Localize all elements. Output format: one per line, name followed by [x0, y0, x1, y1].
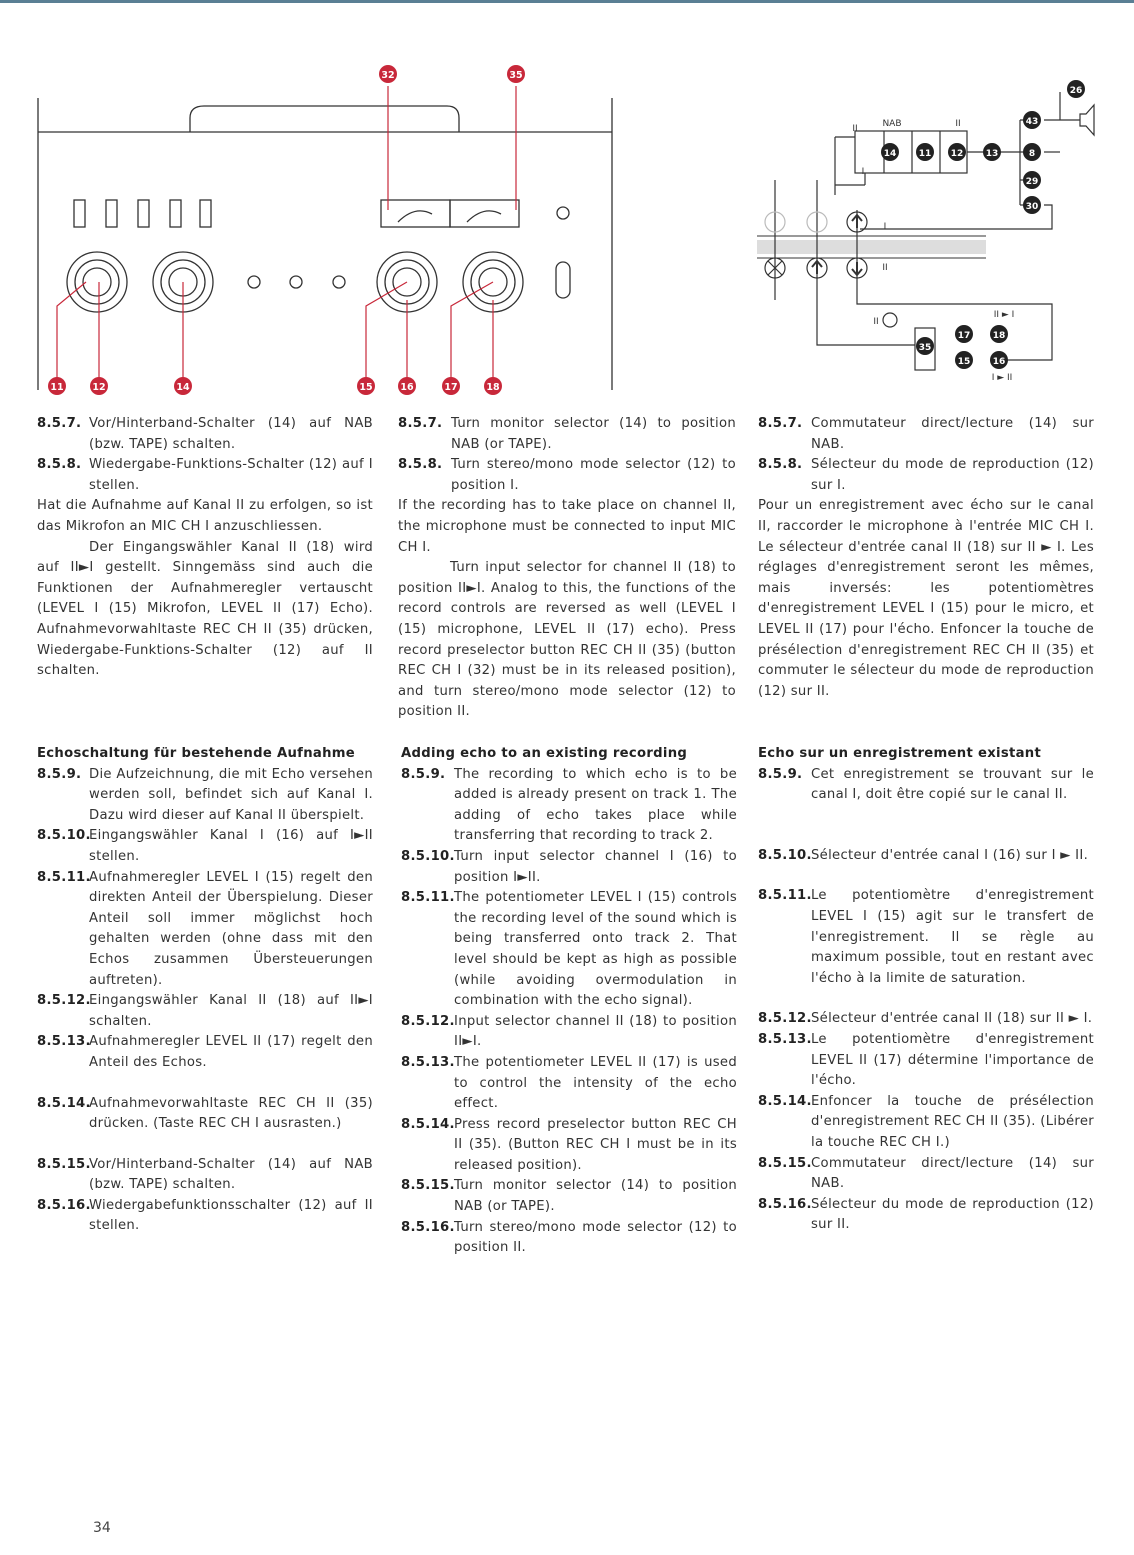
item-number: 8.5.11.	[37, 869, 91, 885]
svg-text:11: 11	[50, 382, 64, 393]
power-switch	[556, 262, 570, 298]
svg-text:35: 35	[918, 343, 932, 353]
de-item	[37, 868, 373, 992]
item-number: 8.5.11.	[401, 890, 455, 906]
item-number: 8.5.8.	[398, 457, 443, 473]
svg-text:12: 12	[950, 149, 964, 159]
svg-text:29: 29	[1025, 177, 1039, 187]
svg-text:43: 43	[1025, 117, 1039, 127]
en-item	[401, 888, 737, 1012]
svg-text:II: II	[882, 263, 888, 273]
de-item	[37, 1155, 373, 1196]
item-number: 8.5.16.	[37, 1197, 91, 1213]
de-paragraph-1: Hat die Aufnahme auf Kanal II zu erfolgen, so ist das Mikrofon an MIC CH I anzuschliessen.	[37, 498, 373, 534]
en-item	[401, 1218, 737, 1259]
svg-text:17: 17	[444, 382, 458, 393]
de-item-8-5-7	[37, 414, 373, 455]
item-number: 8.5.12.	[758, 1011, 812, 1027]
fr-item	[758, 765, 1094, 806]
svg-text:16: 16	[992, 357, 1006, 367]
item-text: Aufnahmevorwahltaste REC CH II (35) drücken. (Taste REC CH I ausrasten.)	[89, 1095, 373, 1132]
item-number: 8.5.13.	[401, 1054, 455, 1070]
svg-text:35: 35	[509, 70, 523, 81]
de-item	[37, 1032, 373, 1073]
key-4	[170, 200, 181, 227]
page-number: 34	[93, 1520, 111, 1536]
schematic-callouts	[881, 80, 1085, 369]
item-text: Cet enregistrement se trouvant sur le canal I, doit être copié sur le canal II.	[811, 766, 1094, 803]
key-2	[106, 200, 117, 227]
item-text: Press record preselector button REC CH II (35). (Button REC CH I must be in its released position).	[454, 1116, 737, 1173]
device-front-panel	[38, 98, 612, 390]
svg-text:I ► II: I ► II	[991, 373, 1013, 383]
fr-item	[758, 1030, 1094, 1092]
item-text: Sélecteur d'entrée canal II (18) sur II ► I.	[811, 1011, 1093, 1027]
fr-item	[758, 1092, 1094, 1154]
item-text: Aufnahmeregler LEVEL I (15) regelt den direkten Anteil der Überspielung. Dieser Anteil soll immer möglichst hoch gehalten werden (ohne dass mit den Echos zusammen Übersteuerungen auftreten).	[89, 869, 373, 988]
item-number: 8.5.14.	[758, 1093, 812, 1109]
item-text: Enfoncer la touche de présélection d'enregistrement REC CH II (35). (Libérer la touche REC CH I.)	[811, 1093, 1094, 1150]
de-item-8-5-8	[37, 455, 373, 496]
item-text: Sélecteur du mode de reproduction (12) sur I.	[811, 457, 1094, 493]
item-number: 8.5.9.	[37, 766, 82, 782]
item-number: 8.5.16.	[401, 1219, 455, 1235]
item-number: 8.5.11.	[758, 888, 812, 904]
column-german-top	[37, 414, 373, 682]
column-english-top	[398, 414, 736, 723]
de-item	[37, 765, 373, 827]
item-text: The potentiometer LEVEL I (15) controls the recording level of the sound which is being transferred onto track 2. That level should be kept as high as possible (while avoiding overmodulation in combination with the echo signal).	[454, 890, 737, 1009]
key-3	[138, 200, 149, 227]
de-paragraph-2: Der Eingangswähler Kanal II (18) wird auf II►I gestellt. Sinngemäss sind auch die Funktionen der Aufnahmeregler vertauscht (LEVEL I (15) Mikrofon, LEVEL II (17) Echo). Aufnahmevorwahltaste REC CH II (35) drücken, Wiedergabe-Funktions-Schalter (12) auf II schalten.	[37, 539, 373, 679]
en-paragraph-2: Turn input selector for channel II (18) to position II►I. Analog to this, the functions of the record controls are reversed as well (LEVEL I (15) microphone, LEVEL II (17) echo). Press record preselector button REC CH II (35) (button REC CH I (32) must be in its released position), and turn stereo/mono mode selector (12) to position II.	[398, 560, 736, 720]
section-heading: Echoschaltung für bestehende Aufnahme	[37, 746, 356, 761]
jack-3	[333, 276, 345, 288]
item-text: Eingangswähler Kanal I (16) auf I►II stellen.	[89, 828, 373, 864]
de-item	[37, 1094, 373, 1135]
svg-text:I: I	[861, 167, 865, 177]
svg-text:15: 15	[957, 357, 971, 367]
item-text: Commutateur direct/lecture (14) sur NAB.	[811, 416, 1094, 452]
vu-meter-left	[381, 200, 450, 227]
item-number: 8.5.8.	[37, 457, 82, 473]
item-text: Commutateur direct/lecture (14) sur NAB.	[811, 1155, 1094, 1192]
en-item	[401, 847, 737, 888]
item-number: 8.5.14.	[37, 1095, 91, 1111]
fr-item	[758, 1009, 1094, 1030]
svg-text:11: 11	[918, 149, 932, 159]
callout-leaders	[57, 86, 516, 378]
echo-schematic	[757, 92, 1094, 370]
svg-text:8: 8	[1028, 149, 1036, 159]
svg-text:II ► I: II ► I	[993, 310, 1015, 320]
de-item	[37, 991, 373, 1032]
jack-1	[248, 276, 260, 288]
svg-text:26: 26	[1069, 86, 1083, 96]
column-french-top	[758, 414, 1094, 702]
diagram	[0, 0, 1134, 410]
svg-text:32: 32	[381, 70, 395, 81]
item-text: Turn input selector channel I (16) to position I►II.	[454, 848, 737, 885]
item-number: 8.5.14.	[401, 1116, 455, 1132]
svg-text:I: I	[883, 222, 887, 232]
svg-text:14: 14	[176, 382, 190, 393]
section-heading: Echo sur un enregistrement existant	[758, 746, 1042, 761]
item-text: Wiedergabefunktionsschalter (12) auf II stellen.	[89, 1197, 373, 1234]
item-number: 8.5.7.	[758, 416, 803, 431]
item-number: 8.5.15.	[37, 1156, 91, 1172]
en-item-8-5-7	[398, 414, 736, 455]
item-text: Sélecteur du mode de reproduction (12) sur II.	[811, 1196, 1094, 1233]
fr-paragraph-1: Pour un enregistrement avec écho sur le canal II, raccorder le microphone à l'entrée MIC CH I. Le sélecteur d'entrée canal II (18) sur II ► I. Les réglages d'enregistrement seront les mêmes, mais inversés: les potentiomètres d'enregistrement LEVEL I (15) pour le micro, et LEVEL II (17) pour l'écho. Enfoncer la touche de présélection d'enregistrement REC CH II (35) et commuter le sélecteur du mode de reproduction (12) sur II.	[758, 498, 1094, 699]
item-text: Sélecteur d'entrée canal I (16) sur I ► II.	[811, 847, 1089, 863]
item-text: Le potentiomètre d'enregistrement LEVEL I (15) agit sur le transfert de l'enregistrement. Il se règle au maximum possible, tout en restant avec l'écho à la limite de saturation.	[811, 888, 1094, 986]
key-5	[200, 200, 211, 227]
item-text: Eingangswähler Kanal II (18) auf II►I schalten.	[89, 993, 373, 1029]
svg-text:18: 18	[486, 382, 500, 393]
item-number: 8.5.15.	[758, 1155, 812, 1171]
item-text: Turn monitor selector (14) to position NAB (or TAPE).	[451, 416, 736, 452]
en-item	[401, 765, 737, 847]
svg-text:15: 15	[359, 382, 373, 393]
svg-text:II: II	[873, 317, 879, 327]
section-german-echo	[37, 744, 373, 1237]
item-number: 8.5.12.	[37, 993, 91, 1009]
knob-11	[67, 252, 127, 312]
en-item	[401, 1115, 737, 1177]
de-item	[37, 1196, 373, 1237]
item-text: The potentiometer LEVEL II (17) is used to control the intensity of the echo effect.	[454, 1054, 737, 1112]
item-number: 8.5.7.	[398, 416, 443, 431]
fr-item-8-5-8	[758, 455, 1094, 496]
fr-item	[758, 846, 1094, 867]
item-number: 8.5.15.	[401, 1178, 455, 1194]
fr-item-8-5-7	[758, 414, 1094, 455]
item-number: 8.5.13.	[37, 1034, 91, 1050]
section-heading: Adding echo to an existing recording	[401, 746, 688, 761]
item-number: 8.5.10.	[758, 847, 812, 863]
item-text: The recording to which echo is to be added is already present on track 1. The adding of echo takes place while transferring that recording to track 2.	[454, 766, 737, 844]
item-text: Turn monitor selector (14) to position NAB (or TAPE).	[454, 1178, 737, 1215]
section-french-echo	[758, 744, 1094, 1236]
item-number: 8.5.10.	[37, 828, 91, 844]
en-item	[401, 1053, 737, 1115]
en-item	[401, 1176, 737, 1217]
en-item-8-5-8	[398, 455, 736, 496]
fr-item	[758, 886, 1094, 989]
svg-text:30: 30	[1025, 202, 1039, 212]
vu-meter-right	[450, 200, 519, 227]
item-number: 8.5.13.	[758, 1031, 812, 1047]
en-paragraph-1: If the recording has to take place on channel II, the microphone must be connected to input MIC CH I.	[398, 498, 736, 555]
key-1	[74, 200, 85, 227]
svg-text:16: 16	[400, 382, 414, 393]
item-number: 8.5.9.	[401, 766, 446, 782]
svg-text:14: 14	[883, 149, 897, 159]
fr-item	[758, 1154, 1094, 1195]
svg-text:17: 17	[957, 331, 971, 341]
en-item	[401, 1012, 737, 1053]
item-text: Die Aufzeichnung, die mit Echo versehen werden soll, befindet sich auf Kanal I. Dazu wird dieser auf Kanal II überspielt.	[89, 766, 373, 823]
item-text: Le potentiomètre d'enregistrement LEVEL II (17) détermine l'importance de l'écho.	[811, 1031, 1094, 1089]
item-text: Input selector channel II (18) to position II►I.	[454, 1013, 737, 1050]
item-text: Turn stereo/mono mode selector (12) to position II.	[454, 1219, 737, 1256]
item-number: 8.5.9.	[758, 766, 803, 782]
item-number: 8.5.12.	[401, 1013, 455, 1029]
item-number: 8.5.7.	[37, 416, 82, 431]
item-number: 8.5.16.	[758, 1196, 812, 1212]
item-text: Turn stereo/mono mode selector (12) to position I.	[451, 457, 736, 493]
svg-text:18: 18	[992, 331, 1006, 341]
svg-text:NAB: NAB	[882, 119, 902, 129]
fr-item	[758, 1195, 1094, 1236]
indicator-light	[557, 207, 569, 219]
jack-2	[290, 276, 302, 288]
item-text: Wiedergabe-Funktions-Schalter (12) auf I stellen.	[89, 457, 373, 493]
svg-text:13: 13	[985, 149, 999, 159]
svg-text:II: II	[955, 119, 961, 129]
section-english-echo	[401, 744, 737, 1259]
item-text: Vor/Hinterband-Schalter (14) auf NAB (bzw. TAPE) schalten.	[89, 1156, 373, 1193]
item-number: 8.5.8.	[758, 457, 803, 473]
item-number: 8.5.10.	[401, 848, 455, 864]
item-text: Aufnahmeregler LEVEL II (17) regelt den Anteil des Echos.	[89, 1034, 373, 1070]
svg-text:12: 12	[92, 382, 106, 393]
de-item	[37, 826, 373, 867]
svg-text:II: II	[852, 124, 858, 134]
item-text: Vor/Hinterband-Schalter (14) auf NAB (bzw. TAPE) schalten.	[89, 416, 373, 452]
